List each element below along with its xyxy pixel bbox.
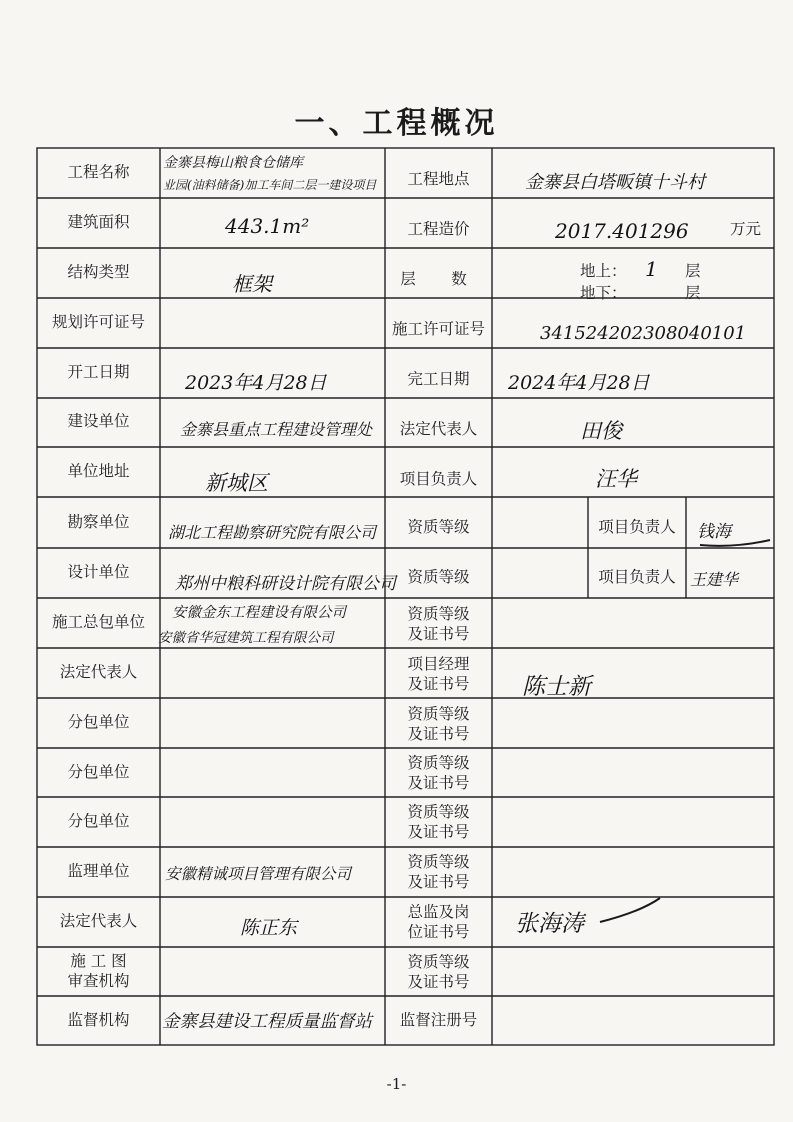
handwritten-building-area: 443.1m² <box>225 214 310 238</box>
label-drawing-review-2: 审查机构 <box>67 972 130 990</box>
label-subcontractor-3: 分包单位 <box>67 812 130 830</box>
label-planning-permit: 规划许可证号 <box>51 313 145 331</box>
handwritten-oversight-agency: 金寨县建设工程质量监督站 <box>162 1012 372 1032</box>
label-survey-unit: 勘察单位 <box>67 513 130 531</box>
handwritten-start-date: 2023年4月28日 <box>185 372 327 394</box>
label-pm-cert-b: 及证书号 <box>407 675 470 693</box>
label-chief-cert-b: 位证书号 <box>407 923 470 941</box>
label-qual-cert-6a: 资质等级 <box>407 953 470 971</box>
handwritten-general-contractor-2: 安徽省华冠建筑工程有限公司 <box>158 630 334 646</box>
page-number: -1- <box>386 1075 407 1093</box>
label-project-cost: 工程造价 <box>407 220 470 238</box>
handwritten-developer-legal-rep: 田俊 <box>580 419 622 443</box>
handwritten-completion-date: 2024年4月28日 <box>508 372 650 394</box>
label-design-leader: 项目负责人 <box>598 568 676 586</box>
label-design-unit: 设计单位 <box>67 563 130 581</box>
handwritten-project-cost: 2017.401296 <box>555 219 689 243</box>
label-building-area: 建筑面积 <box>67 213 130 231</box>
handwritten-project-manager: 陈士新 <box>522 674 591 700</box>
label-completion-date: 完工日期 <box>407 370 470 388</box>
label-qual-grade-design: 资质等级 <box>407 568 470 586</box>
label-qual-cert-4b: 及证书号 <box>407 823 470 841</box>
label-above-ground: 地上： <box>580 262 627 280</box>
label-qual-cert-2b: 及证书号 <box>407 725 470 743</box>
handwritten-supervision-unit: 安徽精诚项目管理有限公司 <box>165 865 352 883</box>
handwritten-unit-address: 新城区 <box>205 471 268 495</box>
label-floor-unit-below: 层 <box>685 284 701 302</box>
label-oversight-reg: 监督注册号 <box>399 1011 478 1029</box>
handwritten-survey-unit: 湖北工程勘察研究院有限公司 <box>168 523 377 542</box>
label-survey-leader: 项目负责人 <box>598 518 676 536</box>
handwritten-design-leader: 王建华 <box>690 570 739 589</box>
label-qual-cert-3a: 资质等级 <box>407 754 470 772</box>
label-pm-cert-a: 项目经理 <box>407 655 470 673</box>
label-legal-rep-contractor: 法定代表人 <box>59 663 138 681</box>
handwritten-general-contractor-1: 安徽金东工程建设有限公司 <box>172 605 346 621</box>
handwritten-survey-leader: 钱海 <box>697 522 731 542</box>
label-qual-cert-1b: 及证书号 <box>407 625 470 643</box>
label-start-date: 开工日期 <box>67 363 130 381</box>
label-qual-cert-5b: 及证书号 <box>407 873 470 891</box>
label-qual-cert-4a: 资质等级 <box>407 803 470 821</box>
label-qual-cert-1a: 资质等级 <box>407 605 470 623</box>
label-legal-rep-supervision: 法定代表人 <box>59 912 138 930</box>
handwritten-developer: 金寨县重点工程建设管理处 <box>180 420 373 439</box>
label-project-location: 工程地点 <box>407 170 470 188</box>
label-subcontractor-1: 分包单位 <box>67 713 130 731</box>
label-chief-cert-a: 总监及岗 <box>407 903 470 921</box>
handwritten-chief-supervisor: 张海涛 <box>515 911 584 937</box>
label-oversight-agency: 监督机构 <box>67 1011 130 1029</box>
handwritten-project-name-1: 金寨县梅山粮食仓储库 <box>163 155 303 171</box>
label-qual-grade-survey: 资质等级 <box>407 518 470 536</box>
label-developer: 建设单位 <box>67 412 130 430</box>
label-unit-address: 单位地址 <box>67 462 130 480</box>
label-project-leader: 项目负责人 <box>399 470 478 488</box>
label-qual-cert-2a: 资质等级 <box>407 705 470 723</box>
label-floors: 层 数 <box>400 270 477 288</box>
label-below-ground: 地下： <box>580 284 627 302</box>
label-structure-type: 结构类型 <box>67 263 130 281</box>
label-drawing-review-1: 施 工 图 <box>70 952 127 970</box>
handwritten-project-location: 金寨县白塔畈镇十斗村 <box>525 172 705 193</box>
label-qual-cert-3b: 及证书号 <box>407 774 470 792</box>
label-legal-rep-developer: 法定代表人 <box>399 420 478 438</box>
label-floor-unit-above: 层 <box>685 262 701 280</box>
label-construction-permit: 施工许可证号 <box>391 320 485 338</box>
handwritten-structure-type: 框架 <box>232 272 272 296</box>
handwritten-project-name-2: 业园(油料储备)加工车间二层一建设项目 <box>163 178 377 192</box>
page-title: 一、工程概况 <box>294 106 499 141</box>
label-general-contractor: 施工总包单位 <box>51 613 145 631</box>
handwritten-construction-permit-no: 341524202308040101 <box>540 323 747 344</box>
handwritten-design-unit: 郑州中粮科研设计院有限公司 <box>175 574 396 594</box>
handwritten-floors-above: 1 <box>645 257 658 281</box>
label-subcontractor-2: 分包单位 <box>67 763 130 781</box>
handwritten-developer-leader: 汪华 <box>595 467 637 491</box>
handwritten-supervision-legal-rep: 陈正东 <box>240 917 298 939</box>
label-supervision-unit: 监理单位 <box>67 862 130 880</box>
label-project-name: 工程名称 <box>67 163 130 181</box>
label-qual-cert-5a: 资质等级 <box>407 853 470 871</box>
label-qual-cert-6b: 及证书号 <box>407 973 470 991</box>
label-cost-unit: 万元 <box>730 220 762 238</box>
